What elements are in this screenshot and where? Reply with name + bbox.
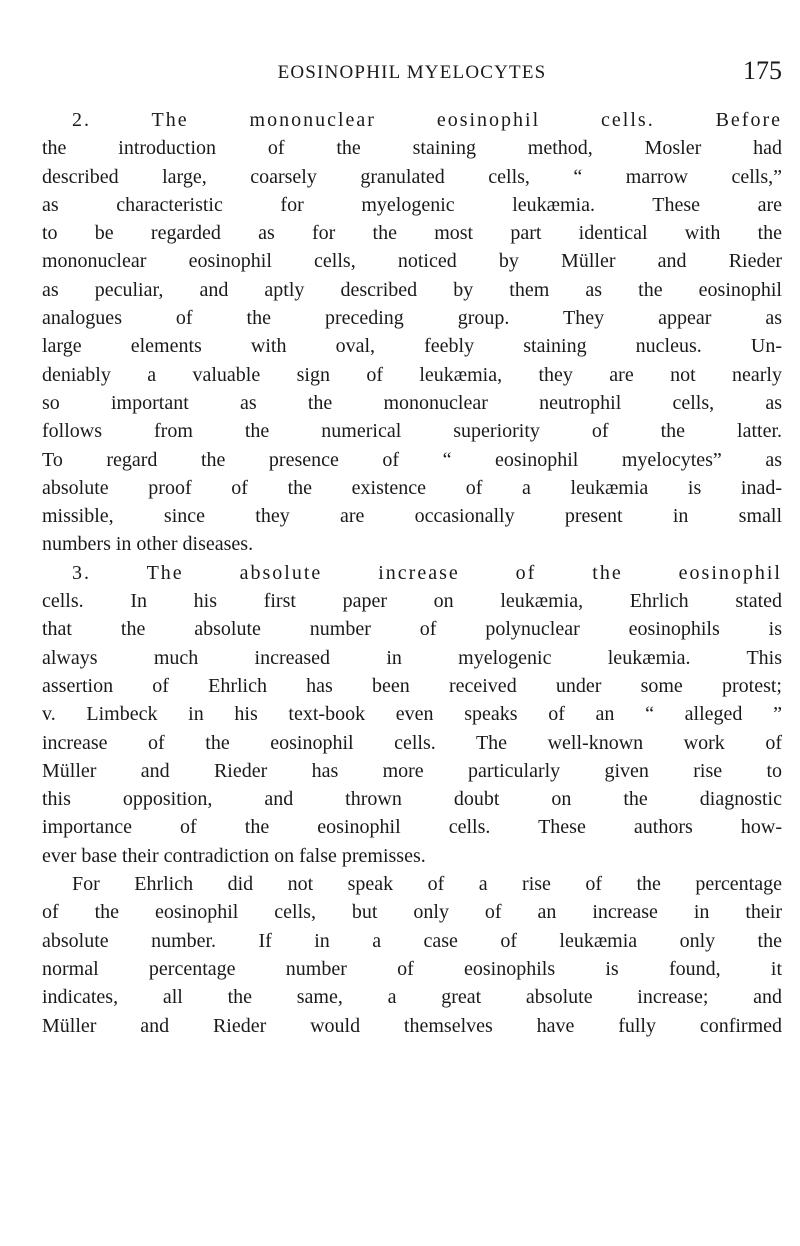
text-line: that the absolute number of polynuclear eosinophils is: [42, 618, 782, 641]
text-line: follows from the numerical superiority of the latter.: [42, 420, 782, 443]
text-line: as characteristic for myelogenic leukæmia. These are: [42, 193, 782, 216]
page-number: 175: [743, 56, 782, 85]
text-line: ever base their contradiction on false premisses.: [42, 844, 426, 867]
running-title: EOSINOPHIL MYELOCYTES: [277, 62, 547, 83]
text-line: always much increased in myelogenic leukæmia. This: [42, 646, 782, 669]
text-line: the introduction of the staining method, Mosler had: [42, 137, 782, 160]
text-line: to be regarded as for the most part identical with the: [42, 222, 782, 245]
text-line: 3. The absolute increase of the eosinophil: [72, 561, 782, 584]
text-line: 2. The mononuclear eosinophil cells. Before: [72, 109, 782, 131]
body-text: [42, 106, 782, 1040]
text-line: cells. In his first paper on leukæmia, Ehrlich stated: [42, 590, 782, 613]
text-line: this opposition, and thrown doubt on the diagnostic: [42, 788, 782, 811]
running-head: [42, 56, 782, 92]
text-line: importance of the eosinophil cells. These authors how-: [42, 816, 782, 839]
text-line: mononuclear eosinophil cells, noticed by Müller and Rieder: [42, 250, 782, 273]
text-line: numbers in other diseases.: [42, 533, 254, 556]
text-line: deniably a valuable sign of leukæmia, they are not nearly: [42, 363, 782, 386]
text-line: large elements with oval, feebly staining nucleus. Un-: [42, 335, 782, 358]
text-line: as peculiar, and aptly described by them as the eosinophil: [42, 278, 782, 301]
text-line: v. Limbeck in his text-book even speaks of an “ alleged ”: [42, 703, 782, 726]
text-line: For Ehrlich did not speak of a rise of the percentage: [72, 873, 782, 896]
text-line: of the eosinophil cells, but only of an increase in their: [42, 901, 782, 924]
text-line: absolute proof of the existence of a leukæmia is inad-: [42, 476, 782, 499]
text-line: assertion of Ehrlich has been received under some protest;: [42, 674, 782, 697]
text-line: Müller and Rieder would themselves have fully confirmed: [42, 1014, 782, 1037]
text-line: described large, coarsely granulated cells, “ marrow cells,”: [42, 165, 782, 188]
text-line: increase of the eosinophil cells. The well-known work of: [42, 731, 782, 754]
text-line: normal percentage number of eosinophils is found, it: [42, 957, 782, 980]
text-line: missible, since they are occasionally present in small: [42, 505, 782, 528]
text-line: analogues of the preceding group. They appear as: [42, 307, 782, 330]
text-line: so important as the mononuclear neutrophil cells, as: [42, 391, 782, 414]
text-line: absolute number. If in a case of leukæmia only the: [42, 929, 782, 952]
text-line: Müller and Rieder has more particularly given rise to: [42, 759, 782, 782]
text-line: To regard the presence of “ eosinophil myelocytes” as: [42, 448, 782, 471]
text-line: indicates, all the same, a great absolute increase; and: [42, 986, 782, 1009]
